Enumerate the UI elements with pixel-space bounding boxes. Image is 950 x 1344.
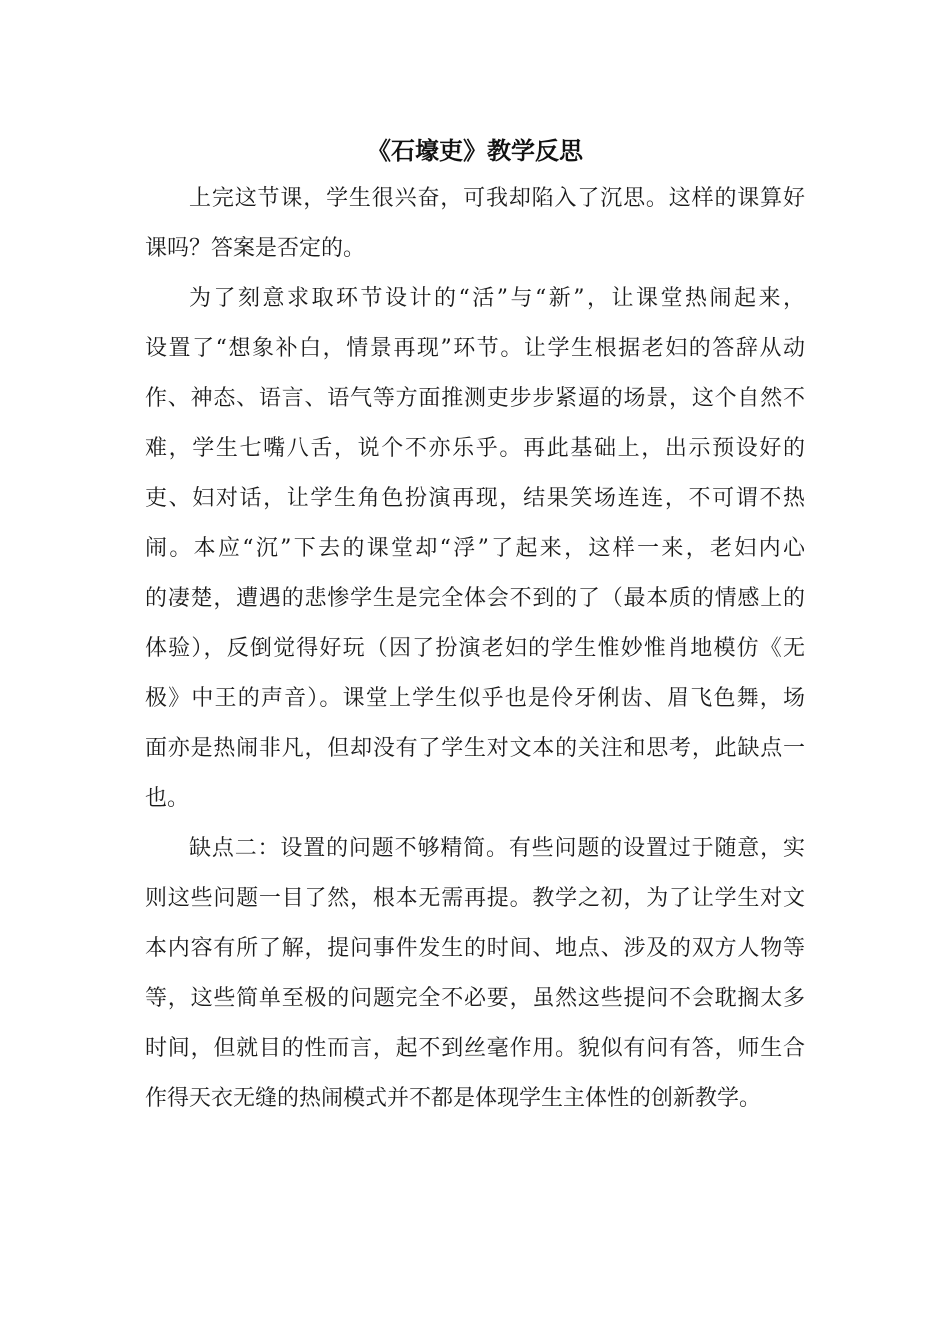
paragraph-2-line-10: 面亦是热闹非凡，但却没有了学生对文本的关注和思考，此缺点一 (145, 736, 805, 761)
paragraph-2-line-3: 作、神态、语言、语气等方面推测吏步步紧逼的场景，这个自然不 (145, 386, 805, 411)
paragraph-1-line-1: 上完这节课，学生很兴奋，可我却陷入了沉思。这样的课算好 (189, 186, 805, 211)
paragraph-2-line-6: 闹。本应“沉”下去的课堂却“浮”了起来，这样一来，老妇内心 (145, 536, 805, 561)
paragraph-3-line-6: 作得天衣无缝的热闹模式并不都是体现学生主体性的创新教学。 (145, 1086, 762, 1111)
paragraph-3-line-3: 本内容有所了解，提问事件发生的时间、地点、涉及的双方人物等 (145, 936, 805, 961)
paragraph-3-line-5: 时间，但就目的性而言，起不到丝毫作用。貌似有问有答，师生合 (145, 1036, 805, 1061)
paragraph-2-line-8: 体验），反倒觉得好玩（因了扮演老妇的学生惟妙惟肖地模仿《无 (145, 636, 805, 661)
paragraph-2-line-5: 吏、妇对话，让学生角色扮演再现，结果笑场连连，不可谓不热 (145, 486, 805, 511)
paragraph-3-line-4: 等，这些简单至极的问题完全不必要，虽然这些提问不会耽搁太多 (145, 986, 805, 1011)
paragraph-2-line-11: 也。 (145, 786, 190, 811)
paragraph-2-line-7: 的凄楚，遭遇的悲惨学生是完全体会不到的了（最本质的情感上的 (145, 586, 805, 611)
document-title: 《石壕吏》教学反思 (367, 136, 583, 165)
paragraph-2-line-4: 难，学生七嘴八舌，说个不亦乐乎。再此基础上，出示预设好的 (145, 436, 805, 461)
paragraph-1-line-2: 课吗？答案是否定的。 (145, 236, 366, 261)
paragraph-3-line-1: 缺点二：设置的问题不够精简。有些问题的设置过于随意，实 (189, 836, 805, 861)
paragraph-3-line-2: 则这些问题一目了然，根本无需再提。教学之初，为了让学生对文 (145, 886, 805, 911)
paragraph-2-line-9: 极》中王的声音）。课堂上学生似乎也是伶牙俐齿、眉飞色舞，场 (145, 686, 805, 711)
paragraph-2-line-2: 设置了“想象补白，情景再现”环节。让学生根据老妇的答辞从动 (145, 336, 805, 361)
paragraph-2-line-1: 为了刻意求取环节设计的“活”与“新”，让课堂热闹起来， (189, 286, 805, 311)
